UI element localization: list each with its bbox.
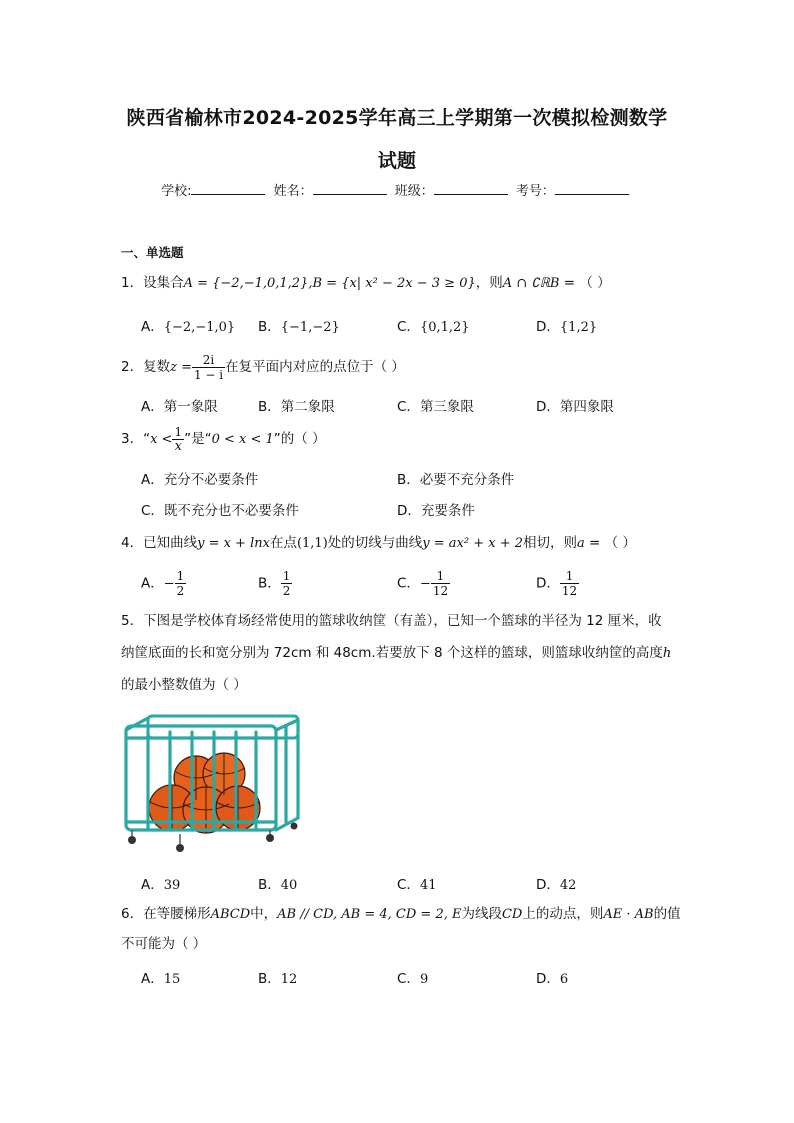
q3-fraction: [172, 425, 184, 454]
option-text: 第四象限: [559, 399, 614, 415]
option-fraction: [560, 569, 579, 598]
fraction-denominator: x: [174, 438, 182, 454]
q3-option-d[interactable]: [397, 499, 475, 519]
q5-option-c[interactable]: [397, 873, 436, 893]
q5-option-b[interactable]: [258, 873, 297, 893]
option-text: 既不充分也不必要条件: [163, 503, 299, 519]
option-text: 充分不必要条件: [163, 472, 259, 488]
q6-end: 的值: [653, 906, 681, 922]
fraction-numerator: 2i: [192, 353, 225, 368]
cart-wheel: [266, 834, 274, 842]
q4-number: 4．: [121, 535, 144, 551]
q4-mid3: 相切，则: [523, 535, 577, 551]
q6-mid1: 中，: [250, 906, 278, 922]
option-letter: C．: [397, 877, 420, 893]
q6-option-c[interactable]: [397, 967, 428, 987]
q6-option-a[interactable]: [141, 967, 180, 987]
option-text: 第三象限: [419, 399, 474, 415]
q2-option-a[interactable]: [141, 395, 218, 415]
option-text: {0,1,2}: [419, 320, 470, 335]
q4-var: a: [577, 536, 585, 551]
q6-option-d[interactable]: [536, 967, 568, 987]
q3-post: ”的（ ）: [273, 431, 326, 447]
q2-fraction: [192, 353, 225, 382]
q6-mid2: 为线段: [461, 906, 502, 922]
q1-post: ，则: [475, 275, 503, 291]
q1-option-d[interactable]: [536, 315, 597, 335]
option-text: 41: [419, 878, 437, 893]
q4-end: = （ ）: [584, 535, 636, 551]
q6-number: 6．: [121, 906, 144, 922]
q6-pre: 在等腰梯形: [143, 906, 211, 922]
option-letter: B．: [258, 971, 281, 987]
q6-dot-product: AE · AB: [603, 907, 654, 922]
q2-option-d[interactable]: [536, 395, 614, 415]
fraction-numerator: 1: [176, 569, 185, 583]
option-letter: B．: [258, 877, 281, 893]
q5-number: 5．: [121, 613, 144, 629]
cart-wheel: [176, 844, 184, 852]
exam-title-line1: 陕西省榆林市2024-2025学年高三上学期第一次模拟检测数学: [126, 107, 668, 129]
fraction-denominator: 12: [432, 584, 449, 598]
q3-option-b[interactable]: [397, 468, 514, 488]
option-letter: A．: [141, 877, 164, 893]
q2-post: 在复平面内对应的点位于（ ）: [225, 359, 405, 375]
fraction-denominator: 12: [561, 584, 578, 598]
q2-option-c[interactable]: [397, 395, 474, 415]
question-5-line2: [121, 643, 681, 664]
option-text: 第二象限: [280, 399, 335, 415]
question-6-line2: [121, 934, 681, 954]
q6-cd: CD: [501, 907, 523, 922]
q1-set-b: B = {x| x² − 2x − 3 ≥ 0}: [312, 276, 476, 291]
school-label: 学校:: [161, 184, 192, 199]
q4-curve2: y = ax² + x + 2: [422, 536, 523, 551]
q3-lhs: x <: [150, 432, 173, 447]
q1-option-b[interactable]: [258, 315, 340, 335]
option-text: {−2,−1,0}: [163, 320, 236, 335]
fraction-numerator: 1: [560, 569, 579, 584]
option-letter: C．: [397, 971, 420, 987]
class-label: 班级：: [394, 184, 434, 199]
question-5-line1: [121, 611, 681, 631]
option-letter: D．: [536, 877, 560, 893]
q4-mid2: 处的切线与曲线: [327, 535, 423, 551]
question-6-line1: [121, 904, 681, 925]
question-4: [121, 533, 681, 554]
q3-number: 3．: [121, 431, 144, 447]
school-blank[interactable]: [191, 182, 265, 195]
q5-text-line3: 的最小整数值为（ ）: [121, 677, 247, 693]
q2-pre: 复数: [143, 359, 171, 375]
q4-curve1: y = x + lnx: [197, 536, 270, 551]
q3-open-quote: “: [143, 431, 151, 447]
option-text: 42: [559, 878, 577, 893]
option-text: 15: [163, 972, 181, 987]
student-info-row: [0, 180, 794, 199]
q1-expr: A ∩ ∁ℝB: [502, 276, 560, 291]
q4-option-d[interactable]: [536, 569, 579, 598]
q6-option-b[interactable]: [258, 967, 297, 987]
q1-option-a[interactable]: [141, 315, 235, 335]
option-letter: A．: [141, 575, 164, 592]
q3-cond: 0 < x < 1: [211, 432, 274, 447]
name-blank[interactable]: [313, 182, 387, 195]
option-text: 第一象限: [163, 399, 218, 415]
option-letter: A．: [141, 399, 164, 415]
option-text: {1,2}: [559, 320, 598, 335]
q1-pre: 设集合: [143, 275, 184, 291]
option-text: 39: [163, 878, 181, 893]
option-letter: C．: [141, 503, 164, 519]
fraction-numerator: 1: [174, 424, 183, 439]
option-letter: D．: [536, 575, 560, 592]
q6-text-line2: 不可能为（ ）: [121, 936, 207, 952]
q4-mid1: 在点: [269, 535, 297, 551]
exam-title-line2: 试题: [377, 150, 417, 172]
option-sign: −: [163, 576, 175, 592]
option-text: 12: [280, 972, 298, 987]
option-letter: C．: [397, 319, 420, 335]
q4-point: (1,1): [296, 536, 328, 551]
q1-set-a: A = {−2,−1,0,1,2},: [183, 276, 313, 291]
option-letter: C．: [397, 399, 420, 415]
option-letter: D．: [536, 399, 560, 415]
basketball-cart-image: [120, 712, 302, 857]
option-fraction: [175, 569, 187, 598]
option-text: 必要不充分条件: [419, 472, 515, 488]
option-letter: A．: [141, 319, 164, 335]
option-sign: −: [419, 576, 431, 592]
q5-text-line1: 下图是学校体育场经常使用的篮球收纳筐（有盖），已知一个篮球的半径为 12 厘米，收: [143, 613, 662, 629]
q6-abcd: ABCD: [210, 907, 251, 922]
question-5-line3: [121, 675, 681, 695]
question-3: [121, 424, 681, 455]
q4-pre: 已知曲线: [143, 535, 198, 551]
fraction-numerator: 1: [282, 569, 291, 583]
class-blank[interactable]: [434, 182, 508, 195]
q5-var-h: h: [662, 646, 672, 661]
q3-option-a[interactable]: [141, 468, 258, 488]
q4-option-a[interactable]: [141, 569, 186, 598]
option-letter: B．: [258, 399, 281, 415]
option-letter: B．: [258, 575, 281, 592]
option-letter: A．: [141, 472, 164, 488]
q2-z: z =: [170, 360, 192, 375]
fraction-numerator: 1: [431, 569, 450, 584]
option-letter: C．: [397, 575, 420, 592]
q5-option-d[interactable]: [536, 873, 576, 893]
option-text: 40: [280, 878, 298, 893]
name-label: 姓名：: [273, 184, 313, 199]
q1-option-c[interactable]: [397, 315, 470, 335]
exam-number-blank[interactable]: [555, 182, 629, 195]
fraction-denominator: 2: [176, 584, 185, 598]
option-letter: D．: [536, 319, 560, 335]
q2-number: 2．: [121, 359, 144, 375]
fraction-denominator: 1 − i: [193, 367, 224, 382]
question-1: [121, 273, 681, 294]
q2-option-b[interactable]: [258, 395, 335, 415]
q5-option-a[interactable]: [141, 873, 180, 893]
option-fraction: [281, 569, 293, 598]
q3-option-c[interactable]: [141, 499, 299, 519]
q1-number: 1．: [121, 275, 144, 291]
option-letter: D．: [397, 503, 421, 519]
q3-mid: ”是“: [184, 431, 212, 447]
option-letter: B．: [397, 472, 420, 488]
q1-end: = （ ）: [559, 275, 611, 291]
fraction-denominator: 2: [282, 584, 291, 598]
q4-option-c[interactable]: [397, 569, 450, 598]
option-text: 6: [559, 972, 569, 987]
question-2: [121, 352, 681, 383]
exam-number-label: 考号：: [515, 184, 555, 199]
option-letter: B．: [258, 319, 281, 335]
option-letter: A．: [141, 971, 164, 987]
option-fraction: [431, 569, 450, 598]
option-text: 充要条件: [420, 503, 475, 519]
cart-wheel: [128, 836, 136, 844]
option-text: 9: [419, 972, 429, 987]
option-text: {−1,−2}: [280, 320, 340, 335]
section-heading: 一、单选题: [121, 245, 184, 260]
option-letter: D．: [536, 971, 560, 987]
q5-text-line2: 纳筐底面的长和宽分别为 72cm 和 48cm.若要放下 8 个这样的篮球，则篮球收纳筐的高度: [121, 645, 663, 661]
q6-cond: AB // CD, AB = 4, CD = 2, E: [277, 907, 462, 922]
q4-option-b[interactable]: [258, 569, 292, 598]
cart-wheel: [291, 823, 298, 830]
q6-mid3: 上的动点，则: [522, 906, 604, 922]
